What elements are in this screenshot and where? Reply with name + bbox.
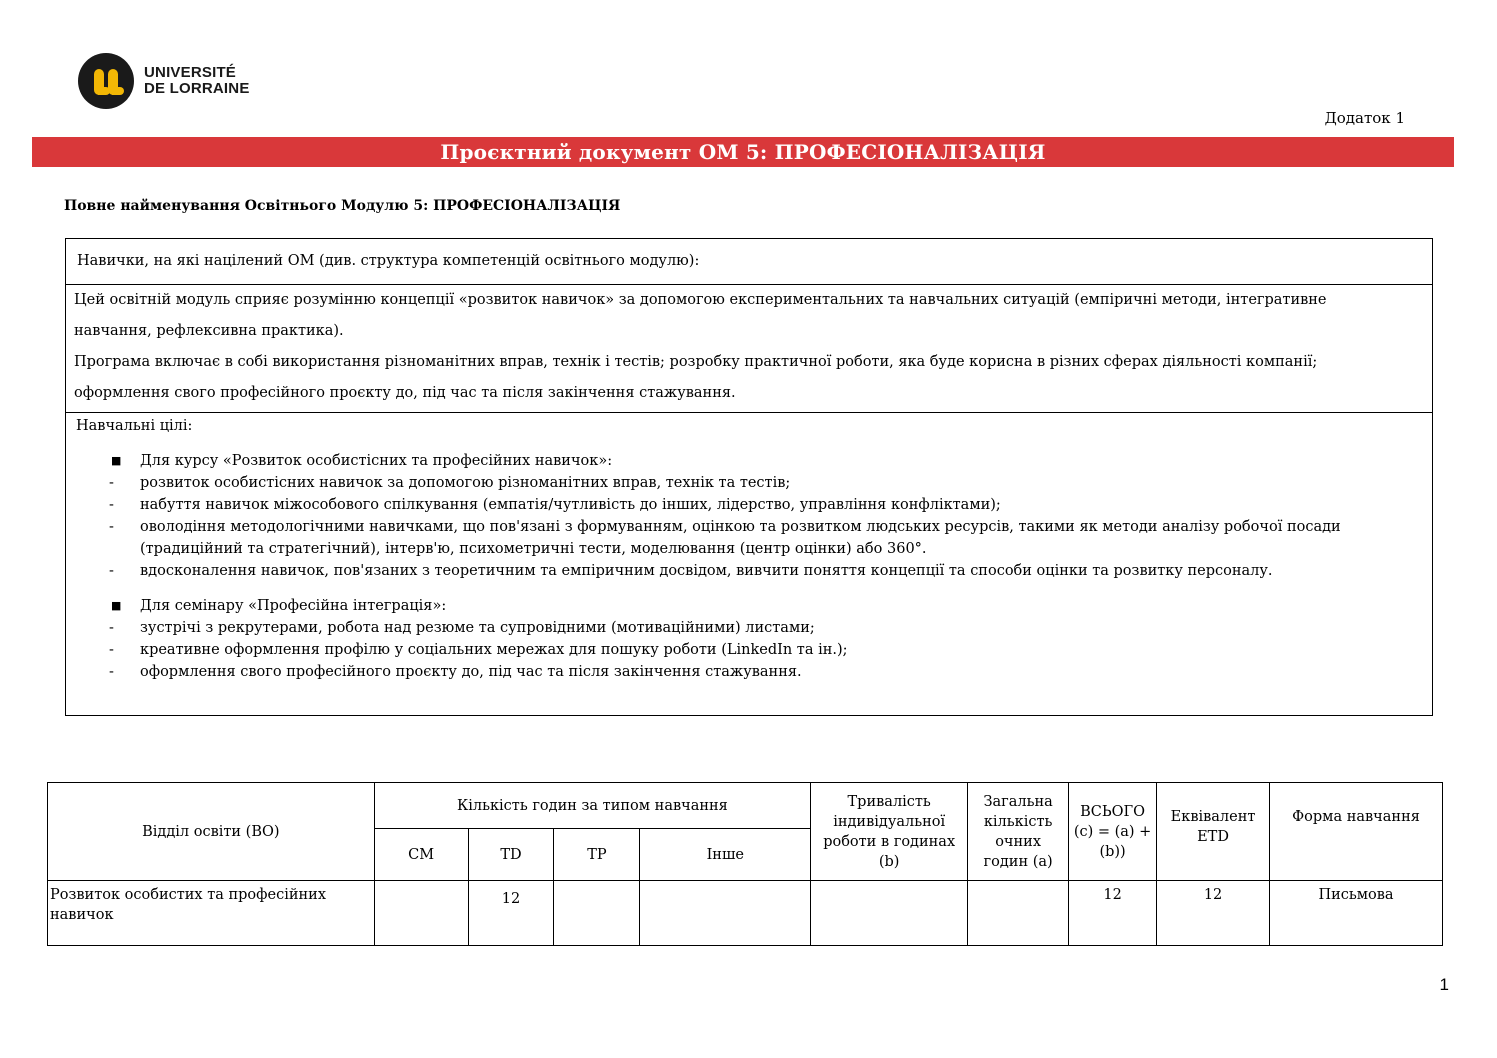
header-individual-work: Тривалість індивідуальної роботи в годинах (b) bbox=[811, 783, 968, 881]
hours-table bbox=[47, 782, 1443, 946]
list-item: - креативне оформлення профілю у соціальних мережах для пошуку роботи (LinkedIn та ін.); bbox=[76, 639, 1422, 661]
header-cm: CM bbox=[374, 829, 468, 881]
header-td: TD bbox=[468, 829, 554, 881]
square-bullet-icon: ■ bbox=[111, 599, 122, 612]
dash-bullet-icon: - bbox=[109, 620, 114, 636]
cell-cm bbox=[374, 881, 468, 946]
module-description-box bbox=[65, 238, 1433, 716]
header-department: Відділ освіти (ВО) bbox=[48, 783, 375, 881]
logo-wordmark: UNIVERSITÉ DE LORRAINE bbox=[144, 64, 250, 97]
cell-td: 12 bbox=[468, 881, 554, 946]
dash-bullet-icon: - bbox=[109, 519, 114, 535]
appendix-label: Додаток 1 bbox=[1324, 109, 1405, 127]
list-item: - вдосконалення навичок, пов'язаних з теоретичним та емпіричним досвідом, вивчити поняття концепції та способи оцінки та розвитку персоналу. bbox=[76, 560, 1422, 582]
table-row bbox=[48, 881, 1443, 946]
skills-line: Цей освітній модуль сприяє розумінню концепції «розвиток навичок» за допомогою експериментальних та навчальних ситуацій (емпіричні методи, інтегративне bbox=[74, 292, 1327, 308]
dash-bullet-icon: - bbox=[109, 664, 114, 680]
cell-etd: 12 bbox=[1157, 881, 1270, 946]
dash-bullet-icon: - bbox=[109, 642, 114, 658]
seminar-heading: ■ Для семінару «Професійна інтеграція»: bbox=[76, 595, 1422, 617]
skills-label: Навички, на які націлений ОМ (див. структура компетенцій освітнього модулю): bbox=[66, 239, 1432, 285]
learning-goals bbox=[66, 413, 1432, 683]
skills-line: навчання, рефлексивна практика). bbox=[74, 323, 344, 339]
cell-form: Письмова bbox=[1270, 881, 1443, 946]
header-total: ВСЬОГО (c) = (a) + (b)) bbox=[1069, 783, 1157, 881]
cell-tp bbox=[554, 881, 640, 946]
list-item: - набуття навичок міжособового спілкування (емпатія/чутливість до інших, лідерство, управління конфліктами); bbox=[76, 494, 1422, 516]
cell-total: 12 bbox=[1069, 881, 1157, 946]
header-hours-by-type: Кількість годин за типом навчання bbox=[374, 783, 811, 829]
header-other: Інше bbox=[640, 829, 811, 881]
list-item: - оформлення свого професійного проєкту до, під час та після закінчення стажування. bbox=[76, 661, 1422, 683]
cell-department: Розвиток особистих та професійних навичок bbox=[48, 881, 375, 946]
skills-description bbox=[66, 285, 1432, 413]
document-title-banner: Проєктний документ ОМ 5: ПРОФЕСІОНАЛІЗАЦІЯ bbox=[32, 137, 1454, 167]
university-logo bbox=[78, 52, 250, 110]
cell-total-inperson bbox=[968, 881, 1069, 946]
cell-individual bbox=[811, 881, 968, 946]
dash-bullet-icon: - bbox=[109, 563, 114, 579]
logo-mark-icon bbox=[78, 53, 134, 109]
skills-line: оформлення свого професійного проєкту до, під час та після закінчення стажування. bbox=[74, 385, 736, 401]
list-item: - розвиток особистісних навичок за допомогою різноманітних вправ, технік та тестів; bbox=[76, 472, 1422, 494]
header-total-inperson: Загальна кількість очних годин (a) bbox=[968, 783, 1069, 881]
header-form: Форма навчання bbox=[1270, 783, 1443, 881]
square-bullet-icon: ■ bbox=[111, 454, 122, 467]
page-number: 1 bbox=[1439, 975, 1449, 994]
cell-other bbox=[640, 881, 811, 946]
header-etd: Еквівалент ETD bbox=[1157, 783, 1270, 881]
module-full-name: Повне найменування Освітнього Модулю 5: ПРОФЕСІОНАЛІЗАЦІЯ bbox=[64, 198, 621, 214]
course-heading: ■ Для курсу «Розвиток особистісних та професійних навичок»: bbox=[76, 450, 1422, 472]
list-item: - оволодіння методологічними навичками, що пов'язані з формуванням, оцінкою та розвитком людських ресурсів, такими як методи аналізу робочої посади (традиційний та стратегічний), інтерв'ю, психометричні тести, моделювання (центр оцінки) або 360°. bbox=[76, 516, 1422, 560]
list-item: - зустрічі з рекрутерами, робота над резюме та супровідними (мотиваційними) листами; bbox=[76, 617, 1422, 639]
dash-bullet-icon: - bbox=[109, 475, 114, 491]
learning-goals-label: Навчальні цілі: bbox=[76, 418, 193, 434]
header-tp: TP bbox=[554, 829, 640, 881]
skills-line: Програма включає в собі використання різноманітних вправ, технік і тестів; розробку практичної роботи, яка буде корисна в різних сферах діяльності компанії; bbox=[74, 354, 1318, 370]
dash-bullet-icon: - bbox=[109, 497, 114, 513]
